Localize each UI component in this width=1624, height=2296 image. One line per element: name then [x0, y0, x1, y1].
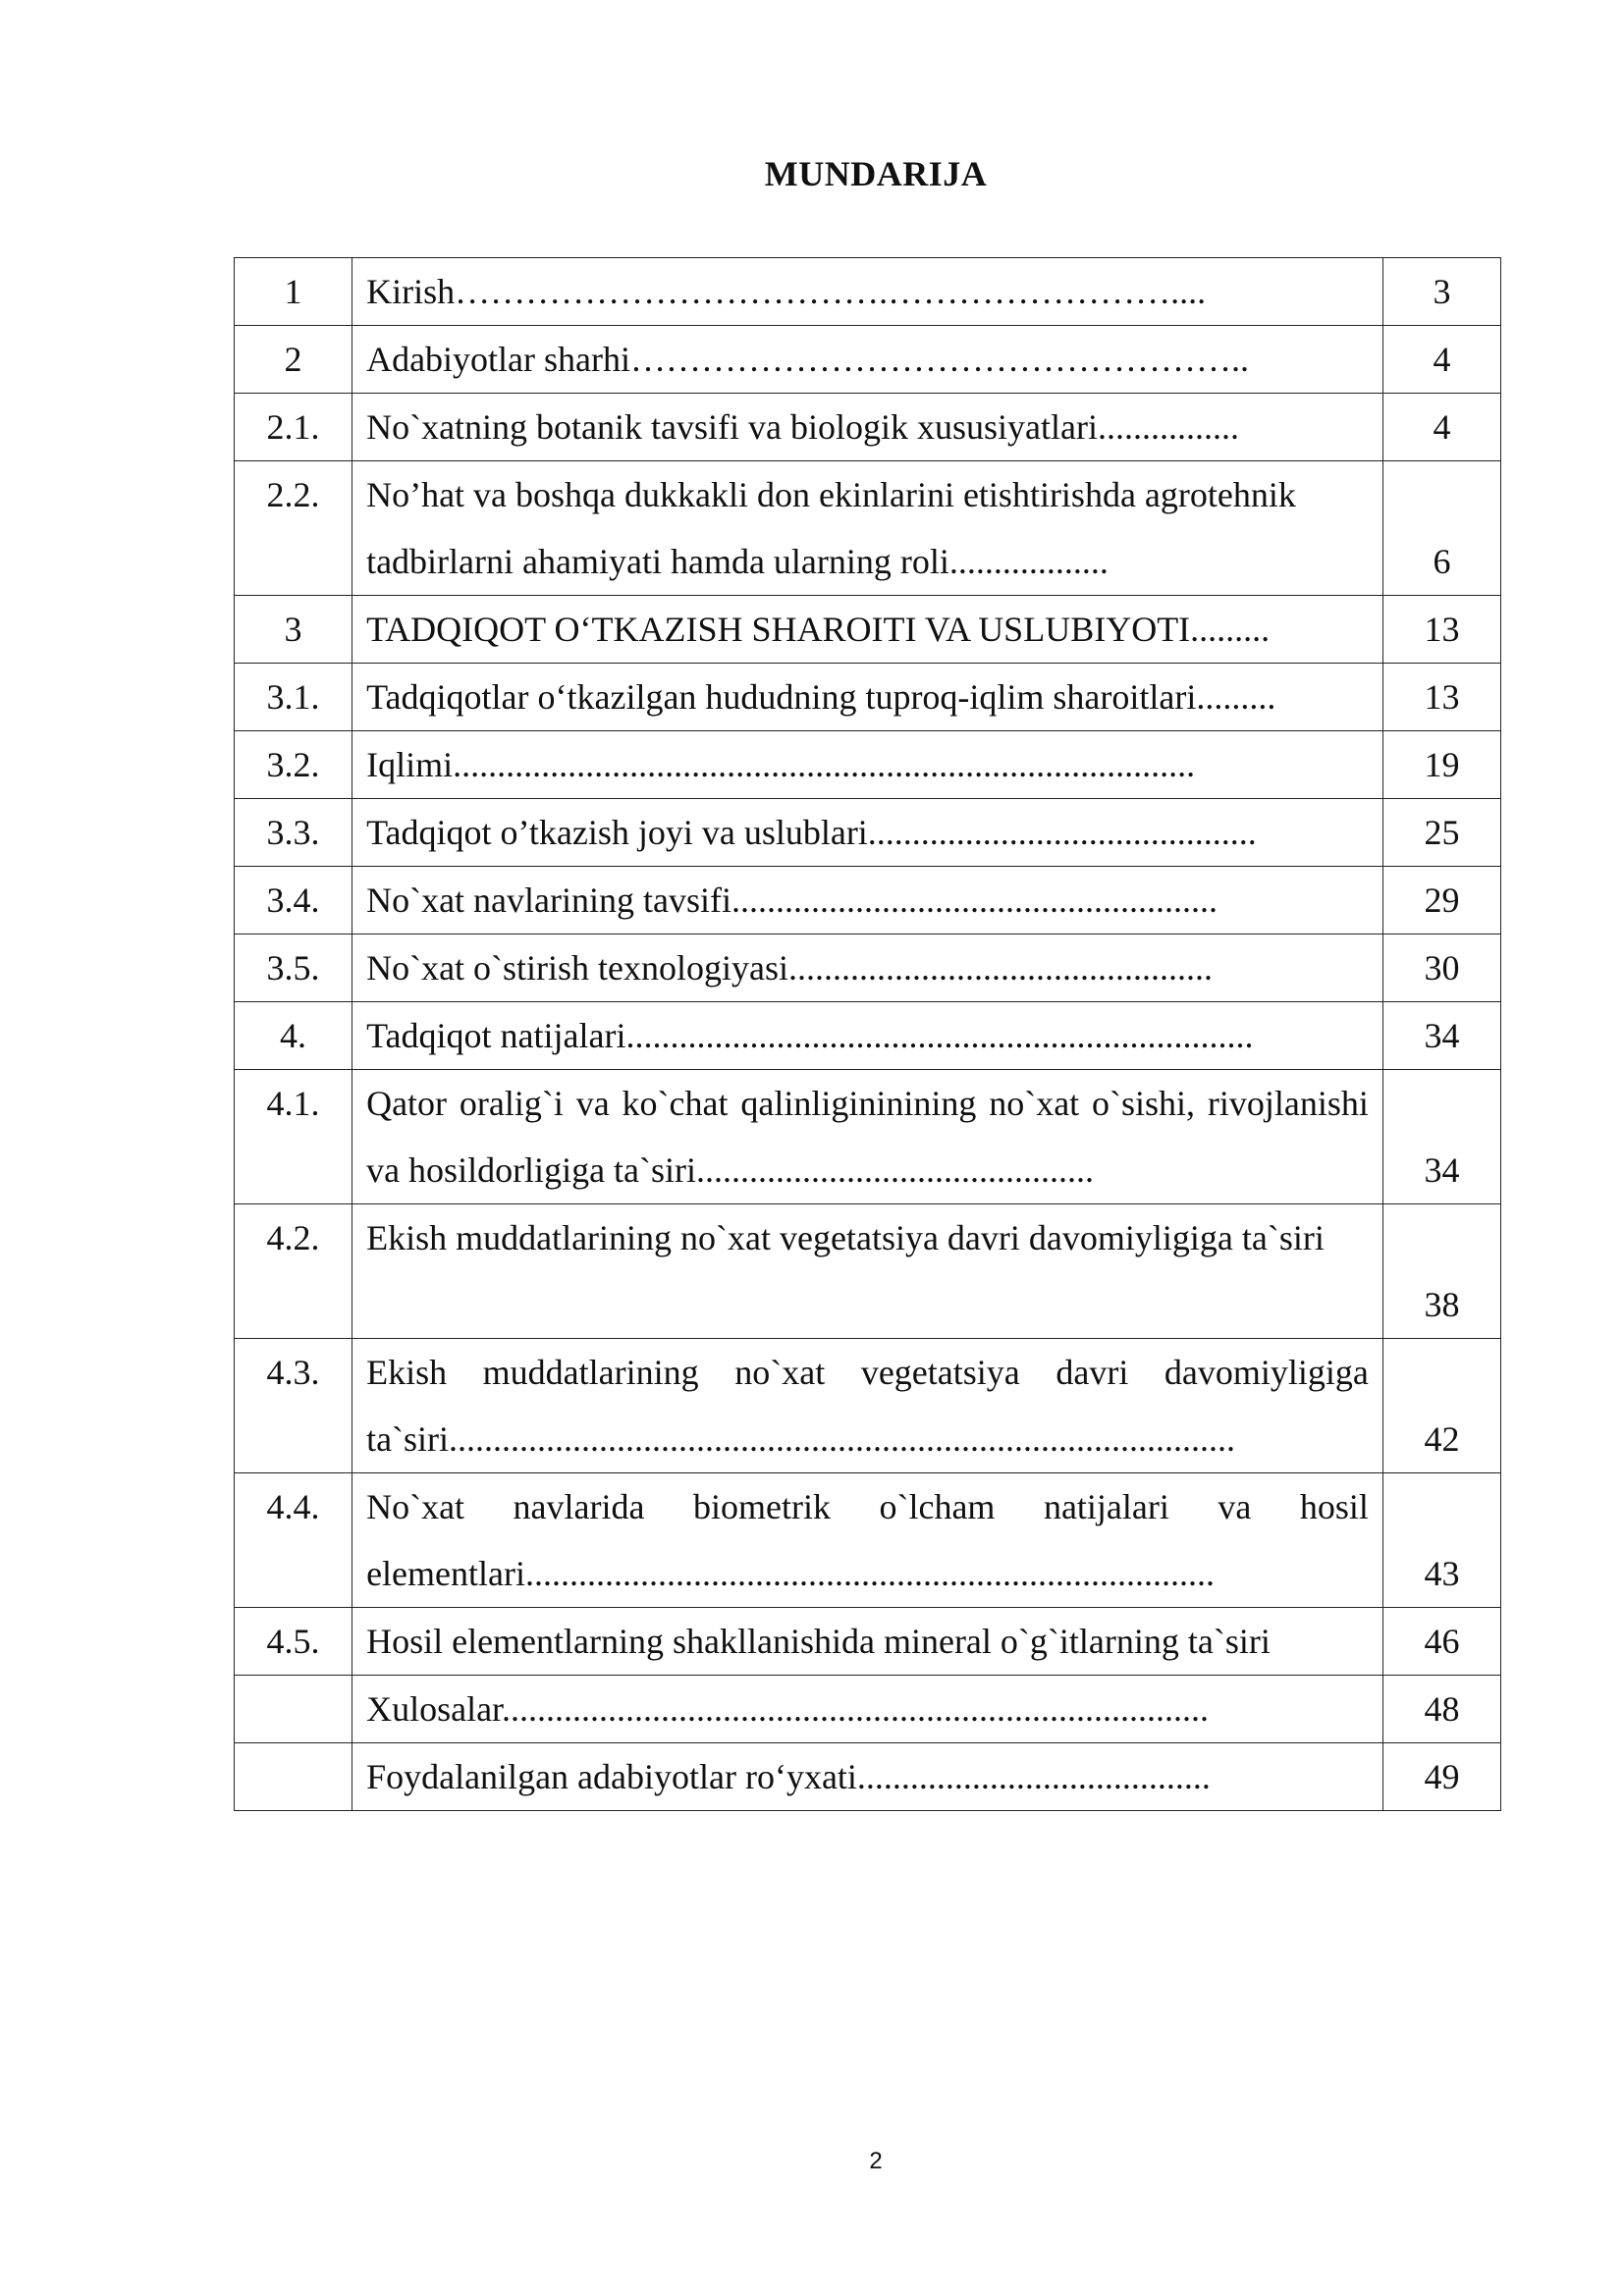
toc-row [235, 1070, 1501, 1204]
toc-section-number: 3 [235, 596, 352, 664]
toc-section-title: No`xatning botanik tavsifi va biologik xususiyatlari................ [352, 394, 1383, 461]
toc-page-number: 13 [1382, 664, 1500, 731]
toc-page-number: 19 [1382, 731, 1500, 799]
toc-row [235, 394, 1501, 461]
toc-page-number: 34 [1382, 1002, 1500, 1070]
toc-section-number: 1 [235, 258, 352, 326]
toc-row [235, 1473, 1501, 1608]
toc-row [235, 1339, 1501, 1473]
toc-row [235, 934, 1501, 1002]
toc-section-number: 3.5. [235, 934, 352, 1002]
toc-page-number: 25 [1382, 799, 1500, 867]
page-number: 2 [869, 2148, 883, 2174]
toc-section-title: No`xat navlarida biometrik o`lcham natijalari va hosil elementlari.............................................................................. [352, 1473, 1383, 1608]
toc-section-title: Hosil elementlarning shakllanishida mineral o`g`itlarning ta`siri [352, 1608, 1383, 1676]
toc-section-number: 4.3. [235, 1339, 352, 1473]
toc-page-number: 48 [1382, 1676, 1500, 1743]
toc-row [235, 1002, 1501, 1070]
toc-page-number: 42 [1382, 1339, 1500, 1473]
toc-section-title: Tadqiqotlar o‘tkazilgan hududning tuproq-iqlim sharoitlari......... [352, 664, 1383, 731]
toc-section-title: Foydalanilgan adabiyotlar ro‘yxati........................................ [352, 1743, 1383, 1811]
toc-page-number: 13 [1382, 596, 1500, 664]
toc-section-number: 3.1. [235, 664, 352, 731]
toc-page-number: 49 [1382, 1743, 1500, 1811]
toc-row [235, 596, 1501, 664]
toc-row [235, 799, 1501, 867]
toc-section-number: 4.1. [235, 1070, 352, 1204]
toc-row [235, 1676, 1501, 1743]
toc-section-number: 3.4. [235, 867, 352, 934]
toc-section-title: Ekish muddatlarining no`xat vegetatsiya davri davomiyligiga ta`siri [352, 1204, 1383, 1339]
toc-row [235, 664, 1501, 731]
toc-section-number: 2 [235, 326, 352, 394]
toc-section-number: 4.5. [235, 1608, 352, 1676]
toc-page-number: 46 [1382, 1608, 1500, 1676]
toc-section-title: Kirish……………………………….…………………….... [352, 258, 1383, 326]
toc-section-title: TADQIQOT O‘TKAZISH SHAROITI VA USLUBIYOTI......... [352, 596, 1383, 664]
toc-section-number [235, 1743, 352, 1811]
toc-section-title: Tadqiqot natijalari....................................................................... [352, 1002, 1383, 1070]
toc-section-title: Tadqiqot o’tkazish joyi va uslublari............................................ [352, 799, 1383, 867]
toc-page-number: 38 [1382, 1204, 1500, 1339]
toc-page-number: 34 [1382, 1070, 1500, 1204]
table-of-contents [234, 257, 1501, 1811]
toc-section-number: 2.1. [235, 394, 352, 461]
toc-section-number: 3.2. [235, 731, 352, 799]
toc-section-title: Adabiyotlar sharhi…………………………………………….. [352, 326, 1383, 394]
toc-section-title: Iqlimi.................................................................................... [352, 731, 1383, 799]
toc-section-number: 2.2. [235, 461, 352, 596]
toc-row [235, 1608, 1501, 1676]
toc-section-number [235, 1676, 352, 1743]
toc-row [235, 731, 1501, 799]
toc-row [235, 1743, 1501, 1811]
toc-page-number: 30 [1382, 934, 1500, 1002]
toc-page-number: 43 [1382, 1473, 1500, 1608]
toc-section-number: 4.2. [235, 1204, 352, 1339]
toc-section-title: No’hat va boshqa dukkakli don ekinlarini etishtirishda agrotehnik tadbirlarni ahamiyati hamda ularning roli.................. [352, 461, 1383, 596]
toc-section-number: 3.3. [235, 799, 352, 867]
toc-row [235, 326, 1501, 394]
toc-section-number: 4. [235, 1002, 352, 1070]
toc-section-title: Xulosalar................................................................................ [352, 1676, 1383, 1743]
toc-row [235, 1204, 1501, 1339]
toc-section-number: 4.4. [235, 1473, 352, 1608]
toc-section-title: No`xat navlarining tavsifi....................................................... [352, 867, 1383, 934]
toc-section-title: Ekish muddatlarining no`xat vegetatsiya davri davomiyligiga ta`siri......................................................................................... [352, 1339, 1383, 1473]
toc-page-number: 4 [1382, 394, 1500, 461]
toc-row [235, 867, 1501, 934]
toc-row [235, 258, 1501, 326]
toc-page-number: 3 [1382, 258, 1500, 326]
toc-page-number: 6 [1382, 461, 1500, 596]
page-title: MUNDARIJA [764, 154, 988, 193]
toc-section-title: Qator oralig`i va ko`chat qalinligininining no`xat o`sishi, rivojlanishi va hosildorligiga ta`siri............................................. [352, 1070, 1383, 1204]
toc-section-title: No`xat o`stirish texnologiyasi................................................ [352, 934, 1383, 1002]
toc-row [235, 461, 1501, 596]
toc-page-number: 4 [1382, 326, 1500, 394]
toc-page-number: 29 [1382, 867, 1500, 934]
